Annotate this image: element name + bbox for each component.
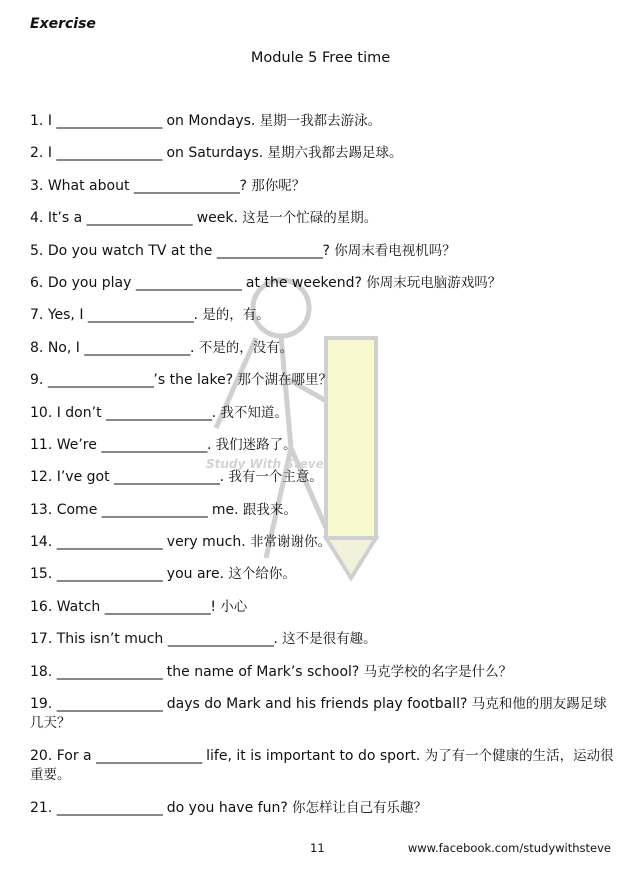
question-chinese: 你周末看电视机吗？ [329, 242, 456, 259]
question-number: 2. [30, 145, 44, 162]
question-list [30, 112, 615, 831]
question-text-before: Do you watch TV at the [47, 242, 217, 259]
answer-blank: ________________ [87, 307, 194, 324]
question-chinese: 非常谢谢你。 [245, 534, 331, 551]
question-chinese: 我们迷路了。 [211, 436, 297, 453]
question-item [30, 501, 615, 533]
question-number: 21. [30, 800, 53, 817]
question-item [30, 565, 615, 597]
question-text-before: Watch [56, 598, 105, 615]
question-chinese: 不是的，没有。 [194, 339, 294, 356]
question-text-after: you are. [162, 566, 225, 583]
footer-url: www.facebook.com/studywithsteve [407, 841, 611, 855]
question-text-before: It’s a [47, 210, 87, 227]
question-item [30, 371, 615, 403]
question-item [30, 598, 615, 630]
watermark-text: Study With Steve [206, 457, 324, 471]
question-item [30, 339, 615, 371]
question-text-after: me. [207, 501, 239, 518]
question-number: 12. [30, 469, 53, 486]
answer-blank: ________________ [47, 372, 154, 389]
question-item [30, 630, 615, 662]
question-number: 20. [30, 748, 53, 765]
answer-blank: ________________ [56, 145, 163, 162]
exercise-label: Exercise [30, 16, 96, 32]
question-number: 9. [30, 372, 44, 389]
question-text-after: ? [239, 177, 247, 194]
question-number: 1. [30, 113, 44, 129]
question-text-before: What about [47, 177, 134, 194]
question-text-after: . [273, 631, 278, 648]
question-text-after: very much. [162, 534, 246, 551]
question-chinese: 这是一个忙碌的星期。 [237, 210, 378, 227]
question-text-before: I’ve got [56, 469, 115, 486]
question-text-before: I [47, 113, 57, 129]
question-text-after: ? [322, 242, 330, 259]
answer-blank: ________________ [56, 663, 163, 680]
question-item [30, 695, 615, 733]
question-chinese: 马克学校的名字是什么？ [359, 663, 513, 680]
answer-blank: ________________ [133, 177, 240, 194]
question-number: 18. [30, 663, 53, 680]
question-item [30, 274, 615, 306]
question-number: 14. [30, 534, 53, 551]
question-number: 3. [30, 177, 44, 194]
question-text-before: I [47, 145, 57, 162]
question-number: 8. [30, 339, 44, 356]
page-title: Module 5 Free time [250, 50, 391, 66]
question-text-after: life, it is important to do sport. [201, 748, 421, 765]
page-number: 11 [310, 841, 325, 855]
question-text-before: No, I [47, 339, 85, 356]
question-number: 6. [30, 274, 44, 291]
question-text-after: on Saturdays. [162, 145, 264, 162]
question-text-after: do you have fun? [162, 800, 288, 817]
question-chinese: 星期六我都去踢足球。 [263, 145, 403, 162]
question-item [30, 209, 615, 241]
question-number: 5. [30, 242, 44, 259]
question-number: 4. [30, 210, 44, 227]
question-chinese: 那你呢？ [246, 177, 306, 194]
question-chinese: 这不是很有趣。 [277, 631, 377, 648]
question-number: 17. [30, 631, 53, 648]
question-item [30, 747, 615, 785]
question-item [30, 177, 615, 209]
question-text-before: Come [56, 501, 102, 518]
answer-blank: ________________ [106, 404, 212, 421]
question-item [30, 112, 615, 144]
question-text-after: . [211, 404, 217, 421]
question-text-after: . [193, 307, 198, 324]
answer-blank: ________________ [167, 631, 274, 648]
answer-blank: ________________ [56, 113, 163, 129]
answer-blank: ________________ [56, 534, 163, 551]
question-number: 10. [30, 404, 53, 421]
question-item [30, 404, 615, 436]
question-text-before: Yes, I [47, 307, 88, 324]
answer-blank: ________________ [56, 800, 163, 817]
question-number: 16. [30, 598, 53, 615]
question-item [30, 533, 615, 565]
question-chinese: 小心 [216, 598, 248, 615]
answer-blank: ________________ [114, 469, 220, 486]
question-chinese: 跟我来。 [238, 501, 297, 518]
answer-blank: ________________ [84, 339, 190, 356]
answer-blank: ________________ [104, 598, 211, 615]
question-chinese: 你周末玩电脑游戏吗？ [361, 274, 502, 291]
question-text-after: ! [210, 598, 216, 615]
question-number: 15. [30, 566, 53, 583]
question-text-after: . [189, 339, 195, 356]
answer-blank: ________________ [101, 501, 208, 518]
question-item [30, 436, 615, 468]
question-item [30, 242, 615, 274]
question-text-after: . [206, 436, 212, 453]
question-text-before: I don’t [56, 404, 107, 421]
question-chinese: 这个给你。 [224, 566, 296, 583]
question-item [30, 468, 615, 500]
question-item [30, 799, 615, 831]
question-text-after: ’s the lake? [153, 372, 234, 389]
question-text-after: . [219, 469, 225, 486]
question-chinese: 马克和他的朋友踢足球几天？ [30, 696, 607, 732]
question-text-after: week. [192, 210, 238, 227]
question-chinese: 我不知道。 [216, 404, 288, 421]
question-chinese: 你怎样让自己有乐趣？ [287, 800, 428, 817]
answer-blank: ________________ [135, 274, 242, 291]
question-chinese: 为了有一个健康的生活，运动很重要。 [30, 748, 614, 784]
question-text-before: Do you play [47, 274, 136, 291]
answer-blank: ________________ [56, 696, 163, 713]
answer-blank: ________________ [56, 566, 163, 583]
question-text-before: This isn’t much [56, 631, 168, 648]
question-text-before: We’re [56, 436, 102, 453]
question-item [30, 144, 615, 176]
question-chinese: 星期一我都去游泳。 [255, 113, 382, 129]
question-number: 13. [30, 501, 53, 518]
answer-blank: ________________ [101, 436, 207, 453]
question-item [30, 663, 615, 695]
question-chinese: 是的，有。 [197, 307, 270, 324]
answer-blank: ________________ [96, 748, 202, 765]
question-number: 11. [30, 436, 53, 453]
answer-blank: ________________ [216, 242, 323, 259]
question-text-after: on Mondays. [162, 113, 256, 129]
question-item [30, 306, 615, 338]
question-number: 7. [30, 307, 44, 324]
question-chinese: 那个湖在哪里？ [233, 372, 332, 389]
question-text-after: at the weekend? [241, 274, 362, 291]
answer-blank: ________________ [86, 210, 193, 227]
question-chinese: 我有一个主意。 [224, 469, 323, 486]
question-text-before: For a [56, 748, 97, 765]
question-number: 19. [30, 696, 53, 713]
question-text-after: days do Mark and his friends play football? [162, 696, 468, 713]
question-text-after: the name of Mark’s school? [162, 663, 360, 680]
